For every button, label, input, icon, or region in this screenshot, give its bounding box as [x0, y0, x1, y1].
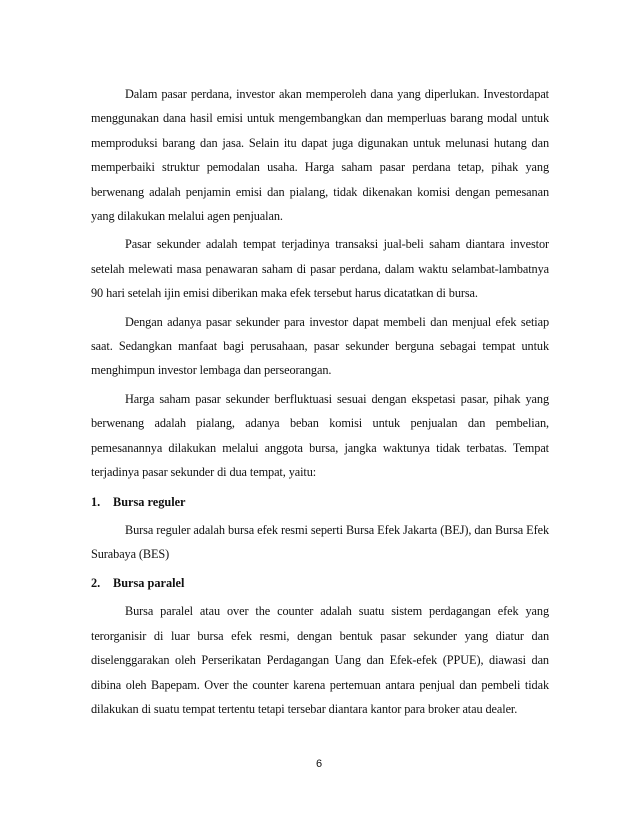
- paragraph-bursa-reguler: Bursa reguler adalah bursa efek resmi seperti Bursa Efek Jakarta (BEJ), dan Bursa Efek Surabaya (BES): [91, 522, 549, 561]
- paragraph-manfaat-pasar-sekunder: Dengan adanya pasar sekunder para investor dapat membeli dan menjual efek setiap saat. Sedangkan manfaat bagi perusahaan, pasar sekunder berguna sebagai tempat untuk menghimpun investor lembaga dan perseorangan.: [91, 314, 549, 378]
- paragraph-pasar-perdana: Dalam pasar perdana, investor akan memperoleh dana yang diperlukan. Investordapat menggunakan dana hasil emisi untuk mengembangkan dan memperluas barang modal untuk memproduksi barang dan jasa. Selain itu dapat juga digunakan untuk melunasi hutang dan memperbaiki struktur pemodalan usaha. Harga saham pasar perdana tetap, pihak yang berwenang adalah penjamin emisi dan pialang, tidak dikenakan komisi dengan pemesanan yang dilakukan melalui agen penjualan.: [91, 87, 549, 224]
- section-heading-bursa-reguler: [91, 490, 549, 514]
- section-title: Bursa reguler: [113, 494, 186, 509]
- section-number: 1.: [91, 494, 101, 509]
- paragraph-bursa-paralel: Bursa paralel atau over the counter adalah suatu sistem perdagangan efek yang terorganisir di luar bursa efek resmi, dengan bentuk pasar sekunder yang diatur dan diselenggarakan oleh Perserikatan Perdagangan Uang dan Efek-efek (PPUE), diawasi dan dibina oleh Bapepam. Over the counter karena pertemuan antara penjual dan pembeli tidak dilakukan di suatu tempat tertentu tetapi tersebar diantara kantor para broker atau dealer.: [91, 604, 549, 716]
- section-heading-bursa-paralel: [91, 571, 549, 595]
- page-number: 6: [315, 758, 323, 770]
- paragraph-harga-saham-sekunder: Harga saham pasar sekunder berfluktuasi sesuai dengan ekspetasi pasar, pihak yang berwenang adalah pialang, adanya beban komisi untuk penjualan dan pembelian, pemesanannya dilakukan melalui anggota bursa, jangka waktunya tidak terbatas. Tempat terjadinya pasar sekunder di dua tempat, yaitu:: [91, 391, 549, 480]
- section-number: 2.: [91, 576, 101, 591]
- paragraph-pasar-sekunder: Pasar sekunder adalah tempat terjadinya transaksi jual-beli saham diantara investor setelah melewati masa penawaran saham di pasar perdana, dalam waktu selambat-lambatnya 90 hari setelah ijin emisi diberikan maka efek tersebut harus dicatatkan di bursa.: [91, 237, 549, 301]
- document-page: [91, 82, 549, 721]
- section-title: Bursa paralel: [113, 576, 185, 591]
